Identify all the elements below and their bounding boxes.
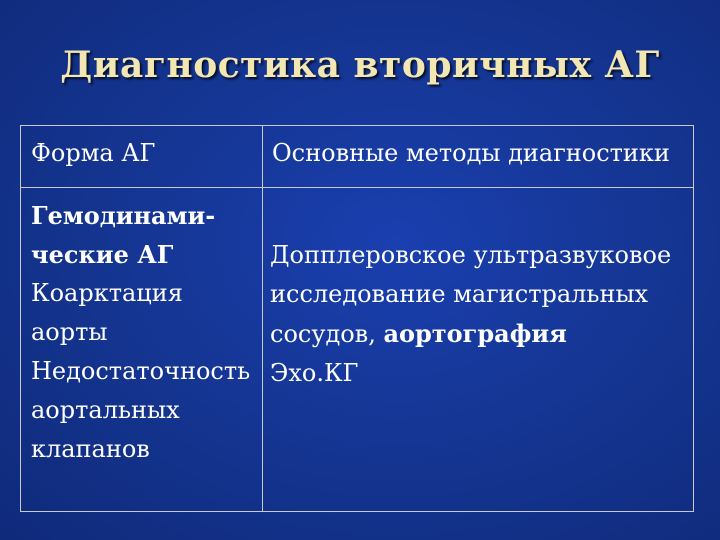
form-line: аортальных [31,396,180,424]
method-text: сосудов, [270,320,384,348]
form-line: Гемодинами- [31,201,216,230]
form-line: аорты [31,318,108,346]
header-divider [21,187,693,188]
method-line: исследование магистральных [270,280,649,308]
method-text-bold: аортография [383,319,567,348]
form-line: Недостаточность [31,357,251,385]
header-form: Форма АГ [31,139,156,167]
method-line: Допплеровское ультразвуковое [270,241,672,269]
method-line: Эхо.КГ [270,359,359,387]
method-line [270,314,695,354]
form-cell [31,196,267,469]
diagnostics-table [20,125,694,512]
header-methods: Основные методы диагностики [272,139,670,167]
slide-title: Диагностика вторичных АГ [60,44,660,86]
form-line: Коарктация [31,279,183,307]
form-line: ческие АГ [31,240,174,269]
methods-cell [270,236,695,393]
form-line: клапанов [31,435,150,463]
